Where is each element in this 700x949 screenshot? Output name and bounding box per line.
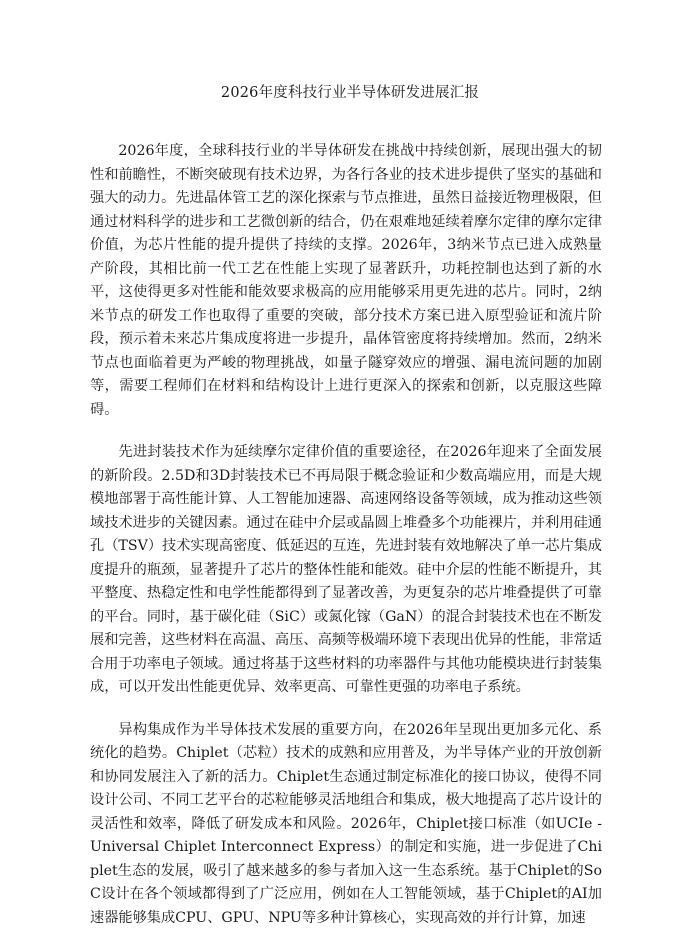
document-body xyxy=(90,140,602,949)
document-title: 2026年度科技行业半导体研发进展汇报 xyxy=(220,85,480,101)
paragraph-process-nodes: 2026年度，全球科技行业的半导体研发在挑战中持续创新，展现出强大的韧性和前瞻性，不断突破现有技术边界，为各行各业的技术进步提供了坚实的基础和强大的动力。先进晶体管工艺的深化探索与节点推进，虽然日益接近物理极限，但通过材料科学的进步和工艺微创新的结合，仍在艰难地延续着摩尔定律的摩尔定律价值，为芯片性能的提升提供了持续的支撑。2026年，3纳米节点已进入成熟量产阶段，其相比前一代工艺在性能上实现了显著跃升，功耗控制也达到了新的水平，这使得更多对性能和能效要求极高的应用能够采用更先进的芯片。同时，2纳米节点的研发工作也取得了重要的突破，部分技术方案已进入原型验证和流片阶段，预示着未来芯片集成度将进一步提升，晶体管密度将持续增加。然而，2纳米节点也面临着更为严峻的物理挑战，如量子隧穿效应的增强、漏电流问题的加剧等，需要工程师们在材料和结构设计上进行更深入的探索和创新，以克服这些障碍。 xyxy=(90,143,602,418)
paragraph-advanced-packaging: 先进封装技术作为延续摩尔定律价值的重要途径，在2026年迎来了全面发展的新阶段。2.5D和3D封装技术已不再局限于概念验证和少数高端应用，而是大规模地部署于高性能计算、人工智能加速器、高速网络设备等领域，成为推动这些领域技术进步的关键因素。通过在硅中介层或晶圆上堆叠多个功能裸片，并利用硅通孔（TSV）技术实现高密度、低延迟的互连，先进封装有效地解决了单一芯片集成度提升的瓶颈，显著提升了芯片的整体性能和能效。硅中介层的性能不断提升，其平整度、热稳定性和电学性能都得到了显著改善，为更复杂的芯片堆叠提供了可靠的平台。同时，基于碳化硅（SiC）或氮化镓（GaN）的混合封装技术也在不断发展和完善，这些材料在高温、高压、高频等极端环境下表现出优异的性能，非常适合用于功率电子领域。通过将基于这些材料的功率器件与其他功能模块进行封装集成，可以开发出性能更优异、效率更高、可靠性更强的功率电子系统。 xyxy=(90,444,602,695)
paragraph-heterogeneous-integration: 异构集成作为半导体技术发展的重要方向，在2026年呈现出更加多元化、系统化的趋势。Chiplet（芯粒）技术的成熟和应用普及，为半导体产业的开放创新和协同发展注入了新的活力。Chiplet生态通过制定标准化的接口协议，使得不同设计公司、不同工艺平台的芯粒能够灵活地组合和集成，极大地提高了芯片设计的灵活性和效率，降低了研发成本和风险。2026年，Chiplet接口标准（如UCIe - Universal Chiplet Interconnect Express）的制定和实施，进一步促进了Chiplet生态的发展，吸引了越来越多的参与者加入这一生态系统。基于Chiplet的SoC设计在各个领域都得到了广泛应用，例如在人工智能领域，基于Chiplet的AI加速器能够集成CPU、GPU、NPU等多种计算核心，实现高效的并行计算，加速 xyxy=(90,721,602,926)
